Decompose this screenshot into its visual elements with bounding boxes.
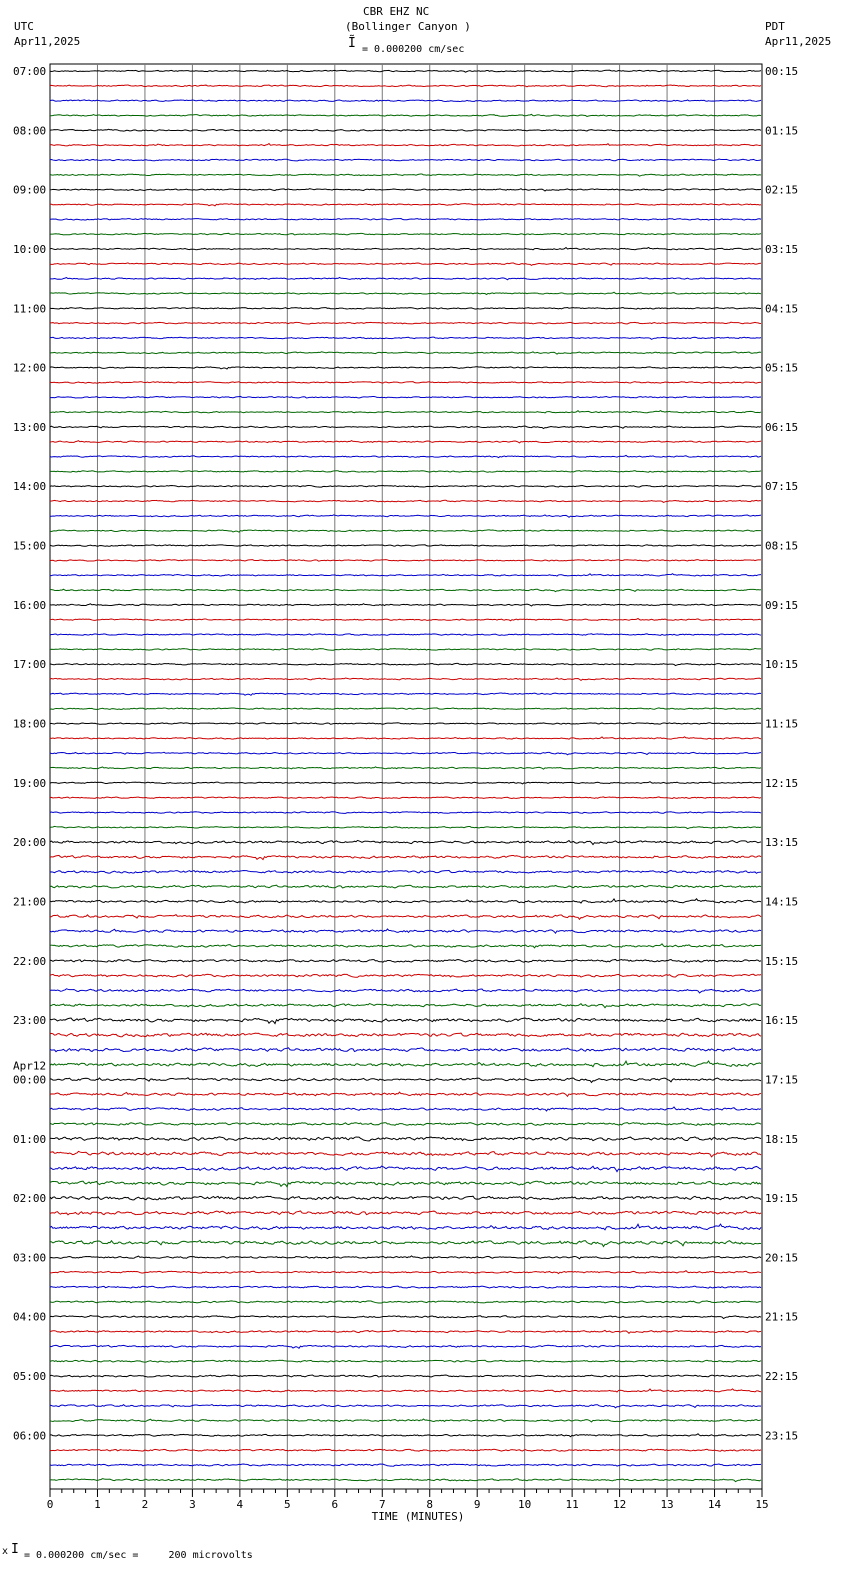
seismic-trace	[50, 114, 761, 116]
seismic-trace	[50, 989, 761, 993]
left-time-label: 03:00	[13, 1251, 47, 1265]
seismic-trace	[50, 1449, 761, 1451]
right-time-label: 14:15	[765, 895, 799, 909]
seismic-trace	[50, 441, 761, 443]
seismic-trace	[50, 485, 761, 487]
left-time-label: 00:00	[13, 1073, 47, 1087]
x-tick-label: 15	[755, 1498, 769, 1511]
seismic-trace	[50, 826, 761, 828]
seismic-trace	[50, 959, 761, 962]
left-time-label: 04:00	[13, 1310, 47, 1324]
seismic-trace	[50, 870, 761, 873]
left-date: Apr11,2025	[14, 35, 81, 48]
station-title: CBR EHZ NC	[363, 5, 430, 18]
seismic-trace	[50, 1375, 761, 1377]
left-time-label: 06:00	[13, 1429, 47, 1443]
seismic-trace	[50, 204, 761, 206]
seismic-trace	[50, 1360, 761, 1362]
seismic-trace	[50, 899, 761, 903]
seismic-trace	[50, 1286, 761, 1288]
seismic-trace	[50, 648, 761, 650]
left-time-label: 07:00	[13, 65, 47, 78]
x-tick-label: 14	[707, 1498, 722, 1511]
seismic-trace	[50, 189, 761, 191]
seismic-trace	[50, 247, 761, 249]
right-time-label: 03:15	[765, 242, 799, 256]
left-time-label: 10:00	[13, 242, 47, 256]
left-time-label: 18:00	[13, 717, 47, 731]
seismic-trace	[50, 263, 761, 266]
seismic-trace	[50, 1301, 761, 1303]
right-time-label: 08:15	[765, 539, 799, 553]
seismic-trace	[50, 1151, 761, 1156]
seismic-trace	[50, 233, 761, 235]
right-time-label: 23:15	[765, 1429, 799, 1443]
seismic-trace	[50, 929, 761, 933]
calibration-bar-icon: I	[11, 1542, 19, 1557]
x-tick-label: 0	[46, 1498, 54, 1511]
seismic-trace	[50, 782, 761, 784]
right-time-label: 18:15	[765, 1132, 799, 1146]
seismic-trace	[50, 1256, 761, 1259]
seismic-trace	[50, 1048, 761, 1052]
right-timezone: PDT	[765, 20, 785, 33]
left-time-label: 05:00	[13, 1370, 47, 1384]
right-time-label: 16:15	[765, 1014, 799, 1028]
right-time-label: 04:15	[765, 302, 799, 316]
seismic-trace	[50, 1211, 761, 1215]
seismic-trace	[50, 723, 761, 725]
right-time-label: 12:15	[765, 776, 799, 790]
seismic-trace	[50, 1316, 761, 1319]
right-time-label: 15:15	[765, 954, 799, 968]
x-tick-label: 3	[189, 1498, 196, 1511]
x-tick-label: 10	[518, 1498, 532, 1511]
seismic-trace	[50, 944, 761, 948]
seismic-trace	[50, 411, 761, 413]
seismic-trace	[50, 737, 761, 739]
x-tick-label: 6	[331, 1498, 339, 1511]
station-location: (Bollinger Canyon )	[345, 20, 471, 33]
seismic-trace	[50, 812, 761, 814]
left-time-label: 14:00	[13, 480, 47, 494]
seismic-trace	[50, 767, 761, 769]
seismic-trace	[50, 663, 761, 665]
left-time-label: 01:00	[13, 1132, 47, 1146]
seismic-trace	[50, 915, 761, 920]
seismic-trace	[50, 1123, 761, 1126]
seismic-trace	[50, 1166, 761, 1172]
date-change-label: Apr12	[13, 1059, 47, 1073]
seismic-trace	[50, 129, 761, 131]
left-time-label: 22:00	[13, 954, 47, 968]
seismic-trace	[50, 1033, 761, 1037]
seismic-trace	[50, 144, 761, 146]
seismic-trace	[50, 604, 761, 606]
seismic-trace	[50, 382, 761, 384]
seismic-trace	[50, 885, 761, 888]
right-time-label: 19:15	[765, 1192, 799, 1206]
seismic-trace	[50, 322, 761, 324]
seismic-trace	[50, 352, 761, 354]
right-time-label: 21:15	[765, 1310, 799, 1324]
seismic-trace	[50, 1092, 761, 1096]
left-time-label: 11:00	[13, 302, 47, 316]
seismic-trace	[50, 574, 761, 576]
seismic-trace	[50, 426, 761, 429]
seismic-trace	[50, 840, 761, 844]
scale-bar-icon: Ĩ	[348, 36, 356, 51]
seismic-trace	[50, 1004, 761, 1008]
seismic-trace	[50, 1479, 761, 1482]
left-time-label: 20:00	[13, 836, 47, 850]
calibration-icon: x	[2, 1546, 9, 1557]
seismic-trace	[50, 308, 761, 310]
seismic-trace	[50, 1389, 761, 1392]
x-tick-label: 2	[141, 1498, 149, 1511]
x-axis-label: TIME (MINUTES)	[371, 1510, 465, 1523]
right-time-label: 22:15	[765, 1370, 799, 1384]
seismic-trace	[50, 1061, 761, 1067]
left-time-label: 16:00	[13, 598, 47, 612]
x-tick-label: 5	[284, 1498, 291, 1511]
seismic-trace	[50, 560, 761, 562]
seismic-trace	[50, 367, 761, 369]
right-time-label: 11:15	[765, 717, 799, 731]
right-time-label: 09:15	[765, 598, 799, 612]
left-time-label: 19:00	[13, 776, 47, 790]
x-tick-label: 12	[612, 1498, 627, 1511]
seismic-trace	[50, 1107, 761, 1111]
left-time-label: 17:00	[13, 658, 47, 672]
seismic-trace	[50, 174, 761, 176]
left-time-label: 13:00	[13, 420, 47, 434]
right-time-label: 06:15	[765, 420, 799, 434]
seismic-trace	[50, 1271, 761, 1274]
seismic-trace	[50, 85, 761, 87]
seismic-trace	[50, 1224, 761, 1230]
seismic-trace	[50, 396, 761, 398]
seismic-trace	[50, 500, 761, 502]
seismic-trace	[50, 855, 761, 859]
left-timezone: UTC	[14, 20, 34, 33]
seismic-trace	[50, 619, 761, 621]
right-time-label: 17:15	[765, 1073, 799, 1087]
seismic-trace	[50, 693, 761, 695]
scale-label: = 0.000200 cm/sec	[362, 44, 465, 55]
plot-frame	[50, 64, 762, 1489]
seismic-trace	[50, 1464, 761, 1466]
x-tick-label: 11	[565, 1498, 579, 1511]
seismic-trace	[50, 1419, 761, 1422]
seismic-trace	[50, 708, 761, 710]
seismic-trace	[50, 292, 761, 294]
x-tick-label: 13	[660, 1498, 674, 1511]
seismic-trace	[50, 159, 761, 161]
right-time-label: 02:15	[765, 183, 799, 197]
right-time-label: 00:15	[765, 65, 799, 78]
seismic-trace	[50, 589, 761, 592]
right-time-label: 07:15	[765, 480, 799, 494]
calibration-label: = 0.000200 cm/sec = 200 microvolts	[24, 1550, 253, 1561]
right-time-label: 05:15	[765, 361, 799, 375]
x-tick-label: 4	[236, 1498, 244, 1511]
seismic-trace	[50, 1181, 761, 1186]
seismic-trace	[50, 974, 761, 977]
left-time-label: 15:00	[13, 539, 47, 553]
right-time-label: 20:15	[765, 1251, 799, 1265]
seismic-trace	[50, 455, 761, 457]
seismic-trace	[50, 1078, 761, 1083]
x-tick-label: 8	[426, 1498, 434, 1511]
seismic-trace	[50, 797, 761, 799]
seismic-trace	[50, 70, 761, 72]
seismic-trace	[50, 1330, 761, 1333]
seismic-trace	[50, 277, 761, 279]
seismic-trace	[50, 1405, 761, 1408]
seismic-trace	[50, 1196, 761, 1200]
right-date: Apr11,2025	[765, 35, 832, 48]
seismic-trace	[50, 100, 761, 102]
left-time-label: 02:00	[13, 1192, 47, 1206]
seismic-trace	[50, 219, 761, 221]
seismic-trace	[50, 471, 761, 473]
right-time-label: 01:15	[765, 124, 799, 138]
seismic-trace	[50, 1345, 761, 1348]
right-time-label: 10:15	[765, 658, 799, 672]
x-tick-label: 1	[94, 1498, 101, 1511]
seismic-trace	[50, 752, 761, 755]
seismic-trace	[50, 337, 761, 339]
left-time-label: 08:00	[13, 124, 47, 138]
seismic-trace	[50, 1018, 761, 1023]
left-time-label: 23:00	[13, 1014, 47, 1028]
seismic-trace	[50, 678, 761, 680]
seismic-trace	[50, 545, 761, 547]
seismic-trace	[50, 1434, 761, 1437]
right-time-label: 13:15	[765, 836, 799, 850]
seismic-trace	[50, 1240, 761, 1246]
x-tick-label: 9	[473, 1498, 481, 1511]
seismic-trace	[50, 1137, 761, 1141]
left-time-label: 09:00	[13, 183, 47, 197]
left-time-label: 12:00	[13, 361, 47, 375]
x-tick-label: 7	[378, 1498, 386, 1511]
seismic-trace	[50, 634, 761, 636]
seismic-trace	[50, 530, 761, 532]
seismic-trace	[50, 515, 761, 517]
left-time-label: 21:00	[13, 895, 47, 909]
